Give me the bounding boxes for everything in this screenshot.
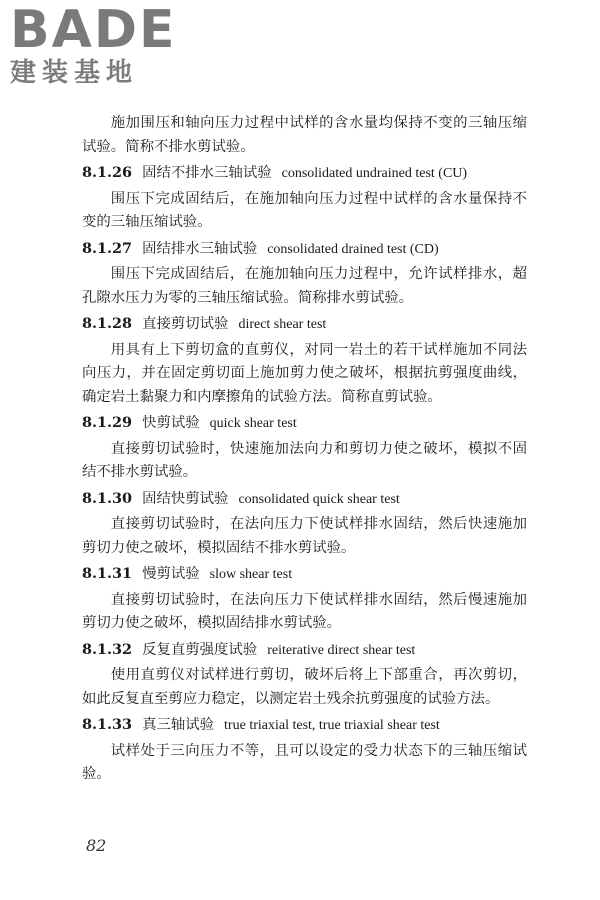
entry-term-zh: 反复直剪强度试验 [142,641,258,658]
entry-heading [82,487,527,512]
entry-number: 8.1.26 [82,164,133,181]
page-number: 82 [86,836,107,855]
entry-heading [82,161,527,186]
entry-number: 8.1.30 [82,489,133,507]
intro-paragraph: 施加围压和轴向压力过程中试样的含水量均保持不变的三轴压缩试验。简称不排水剪试验。 [82,115,527,155]
entry-term-en: consolidated quick shear test [238,491,400,507]
entry-term-en: reiterative direct shear test [267,642,416,658]
entry-number: 8.1.33 [82,716,133,733]
entry-number: 8.1.28 [82,315,133,332]
entry-term-en: true triaxial test, true triaxial shear test [224,718,440,733]
entry-term-zh: 快剪试验 [142,415,200,431]
entry-body: 试样处于三向压力不等，且可以设定的受力状态下的三轴压缩试验。 [82,742,527,782]
entry-heading [82,237,527,262]
entry-term-zh: 慢剪试验 [142,566,200,582]
entry-body: 直接剪切试验时，快速施加法向力和剪切力使之破坏，模拟不固结不排水剪试验。 [82,440,527,480]
entry-term-en: slow shear test [209,567,293,582]
entry-8-1-32 [82,638,527,712]
page-content [82,112,527,789]
entry-body: 围压下完成固结后，在施加轴向压力过程中试样的含水量保持不变的三轴压缩试验。 [82,190,527,230]
entry-number: 8.1.32 [82,640,133,658]
logo-subtitle: 建装基地 [10,58,139,88]
entry-8-1-27 [82,237,527,311]
entry-body: 用具有上下剪切盒的直剪仪，对同一岩土的若干试样施加不同法向压力，并在固定剪切面上施加剪力使之破坏，根据抗剪强度曲线，确定岩土黏聚力和内摩擦角的试验方法。简称直剪试验。 [82,341,527,405]
entry-8-1-30 [82,487,527,561]
entry-body: 使用直剪仪对试样进行剪切，破坏后将上下部重合，再次剪切，如此反复直至剪应力稳定，以测定岩土残余抗剪强度的试验方法。 [82,667,527,707]
entry-body: 直接剪切试验时，在法向压力下使试样排水固结，然后快速施加剪切力使之破坏，模拟固结不排水剪试验。 [82,516,527,556]
entry-8-1-31 [82,562,527,636]
entry-term-en: consolidated undrained test (CU) [281,166,468,181]
entry-term-zh: 固结快剪试验 [142,490,229,507]
entry-8-1-29 [82,411,527,485]
entry-heading [82,562,527,587]
entry-8-1-33 [82,713,527,787]
entry-heading [82,411,527,436]
entry-term-en: quick shear test [209,416,297,431]
entry-term-zh: 固结排水三轴试验 [142,240,258,257]
entry-body: 直接剪切试验时，在法向压力下使试样排水固结，然后慢速施加剪切力使之破坏，模拟固结排水剪试验。 [82,591,527,631]
entry-number: 8.1.27 [82,239,133,257]
entry-number: 8.1.29 [82,414,133,431]
entry-term-zh: 直接剪切试验 [142,316,229,332]
entry-heading [82,638,527,663]
entry-term-zh: 固结不排水三轴试验 [142,165,272,181]
entry-term-en: consolidated drained test (CD) [267,241,439,257]
entry-8-1-28 [82,312,527,409]
entry-term-en: direct shear test [238,317,327,332]
entry-body: 围压下完成固结后，在施加轴向压力过程中，允许试样排水，超孔隙水压力为零的三轴压缩试验。简称排水剪试验。 [82,266,527,306]
entry-heading [82,312,527,337]
entry-heading [82,713,527,738]
logo-wordmark: BADE [10,0,177,60]
bade-logo [10,0,180,88]
entry-number: 8.1.31 [82,565,133,582]
entry-term-zh: 真三轴试验 [142,717,215,733]
entry-8-1-26 [82,161,527,235]
